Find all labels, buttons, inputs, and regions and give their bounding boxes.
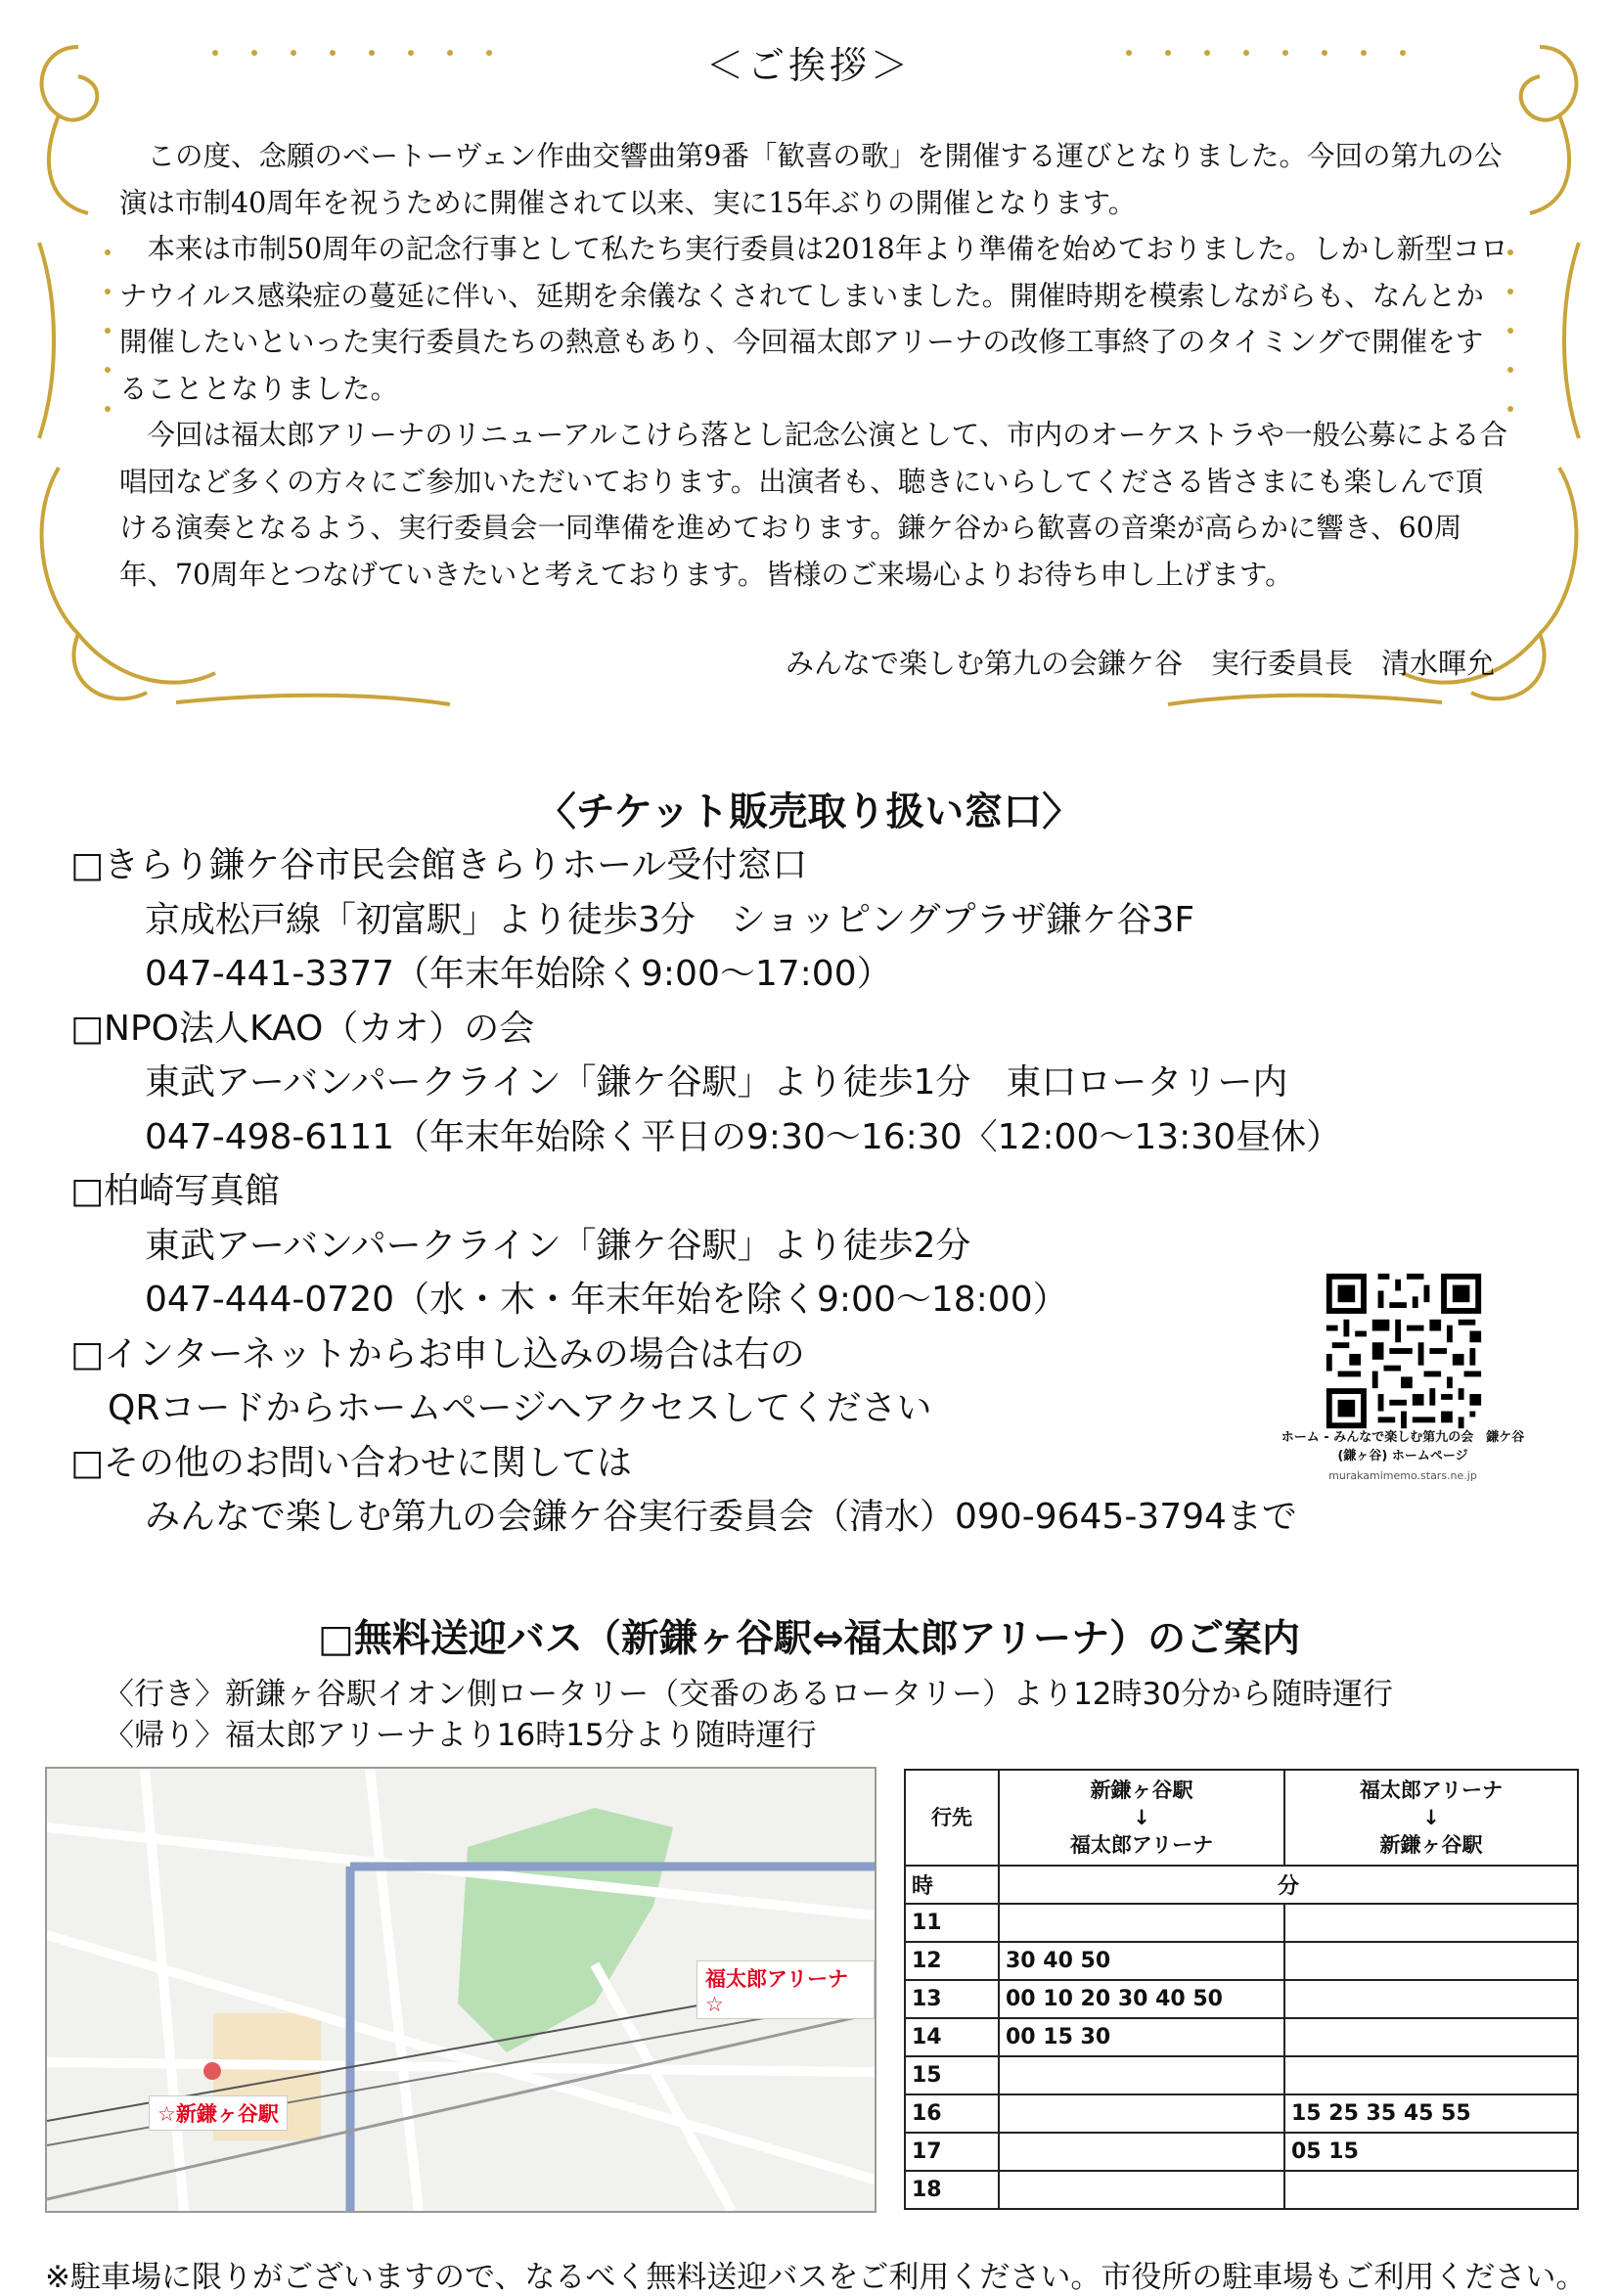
return-minutes [1284, 2018, 1578, 2056]
bus-section-title: □無料送迎バス（新鎌ヶ谷駅⇔福太郎アリーナ）のご案内 [318, 1617, 1300, 1661]
timetable-row [905, 1980, 1578, 2018]
outlet-phone: 047-498-6111（年末年始除く平日の9:30～16:30〈12:00～13:30昼休） [145, 1116, 1342, 1157]
hour-cell: 15 [905, 2056, 999, 2094]
greeting-signature: みんなで楽しむ第九の会鎌ケ谷 実行委員長 清水暉允 [785, 647, 1495, 680]
route-from: 新鎌ヶ谷駅 [1090, 1778, 1193, 1802]
outbound-minutes [999, 2094, 1284, 2133]
outlet-phone: 047-444-0720（水・木・年末年始を除く9:00～18:00） [145, 1280, 1068, 1320]
hour-cell: 14 [905, 2018, 999, 2056]
timetable-row [905, 2094, 1578, 2133]
hour-label: 時 [905, 1866, 999, 1904]
outbound-minutes: 00 10 20 30 40 50 [999, 1980, 1284, 2018]
return-minutes: 05 15 [1284, 2133, 1578, 2171]
qr-caption-line: (鎌ヶ谷) ホームページ [1337, 1449, 1468, 1463]
hour-cell: 18 [905, 2171, 999, 2209]
route-to: 福太郎アリーナ [1069, 1833, 1214, 1857]
timetable-row [905, 1942, 1578, 1980]
greeting-paragraph: この度、念願のベートーヴェン作曲交響曲第9番「歓喜の歌」を開催する運びとなりました。今回の第九の公演は市制40周年を祝うために開催されて以来、実に15年ぶりの開催となります。 [119, 140, 1503, 219]
return-minutes: 15 25 35 45 55 [1284, 2094, 1578, 2133]
access-map [45, 1767, 876, 2213]
outlet-access: 東武アーバンパークライン「鎌ケ谷駅」より徒歩1分 東口ロータリー内 [145, 1062, 1288, 1103]
hour-cell: 13 [905, 1980, 999, 2018]
dest-label: 行先 [905, 1770, 999, 1866]
route-to: 新鎌ヶ谷駅 [1379, 1833, 1483, 1857]
hour-cell: 17 [905, 2133, 999, 2171]
greeting-title: ＜ご挨拶＞ [705, 44, 912, 87]
station-label: ☆新鎌ヶ谷駅 [149, 2095, 288, 2131]
outbound-minutes [999, 2171, 1284, 2209]
qr-caption [1256, 1428, 1550, 1465]
hour-cell: 11 [905, 1904, 999, 1942]
route-outbound-header [999, 1770, 1284, 1866]
bus-return-info: 〈帰り〉福太郎アリーナより16時15分より随時運行 [104, 1718, 817, 1753]
outbound-minutes [999, 2133, 1284, 2171]
return-minutes [1284, 2056, 1578, 2094]
timetable-units-row [905, 1866, 1578, 1904]
parking-note: ※駐車場に限りがございますので、なるべく無料送迎バスをご利用ください。市役所の駐車場もご利用ください。 [45, 2260, 1587, 2295]
route-arrow: ↓ [1133, 1806, 1150, 1829]
greeting-paragraph: 本来は市制50周年の記念行事として私たち実行委員は2018年より準備を始めておりました。しかし新型コロナウイルス感染症の蔓延に伴い、延期を余儀なくされてしまいました。開催時期を模索しながらも、なんとか開催したいといった実行委員たちの熱意もあり、今回福太郎アリーナの改修工事終了のタイミングで開催をすることとなりました。 [119, 233, 1508, 405]
inquiry-contact: みんなで楽しむ第九の会鎌ケ谷実行委員会（清水）090-9645-3794まで [145, 1497, 1297, 1537]
outlet-access: 東武アーバンパークライン「鎌ケ谷駅」より徒歩2分 [145, 1225, 971, 1266]
greeting-body [119, 133, 1508, 598]
route-from: 福太郎アリーナ [1359, 1778, 1504, 1802]
outbound-minutes [999, 1904, 1284, 1942]
outlet-access: 京成松戸線「初富駅」より徒歩3分 ショッピングプラザ鎌ケ谷3F [145, 899, 1195, 940]
outbound-minutes: 00 15 30 [999, 2018, 1284, 2056]
hour-cell: 16 [905, 2094, 999, 2133]
outbound-minutes: 30 40 50 [999, 1942, 1284, 1980]
route-return-header [1284, 1770, 1578, 1866]
return-minutes [1284, 1980, 1578, 2018]
hour-cell: 12 [905, 1942, 999, 1980]
internet-order-text: □インターネットからお申し込みの場合は右の [70, 1333, 805, 1374]
minute-label: 分 [999, 1866, 1578, 1904]
timetable-row [905, 2018, 1578, 2056]
inquiry-text: □その他のお問い合わせに関しては [70, 1442, 633, 1483]
greeting-paragraph: 今回は福太郎アリーナのリニューアルこけら落とし記念公演として、市内のオーケストラや一般公募による合唱団など多くの方々にご参加いただいております。出演者も、聴きにいらしてくださる皆さまにも楽しんで頂ける演奏となるよう、実行委員会一同準備を進めております。鎌ケ谷から歓喜の音楽が高らかに響き、60周年、70周年とつなげていきたいと考えております。皆様のご来場心よりお待ち申し上げます。 [119, 419, 1508, 591]
arena-label: 福太郎アリーナ☆ [697, 1960, 875, 2019]
outbound-minutes [999, 2056, 1284, 2094]
outlet-name: □きらり鎌ケ谷市民会館きらりホール受付窓口 [70, 845, 808, 885]
bus-outbound-info: 〈行き〉新鎌ヶ谷駅イオン側ロータリー（交番のあるロータリー）より12時30分から随時運行 [104, 1677, 1393, 1712]
ticket-section-title: 〈チケット販売取り扱い窓口〉 [536, 789, 1082, 834]
outlet-name: □柏崎写真館 [70, 1171, 281, 1211]
timetable-row [905, 2056, 1578, 2094]
timetable-row [905, 2133, 1578, 2171]
outlet-name: □NPO法人KAO（カオ）の会 [70, 1008, 535, 1049]
route-arrow: ↓ [1422, 1806, 1440, 1829]
qr-code[interactable] [1321, 1268, 1487, 1434]
timetable-header-row [905, 1770, 1578, 1866]
qr-caption-line: ホーム - みんなで楽しむ第九の会 鎌ケ谷 [1281, 1430, 1525, 1445]
return-minutes [1284, 1942, 1578, 1980]
bus-timetable [904, 1769, 1579, 2210]
qr-url[interactable]: murakamimemo.stars.ne.jp [1328, 1469, 1477, 1482]
outlet-phone: 047-441-3377（年末年始除く9:00～17:00） [145, 954, 892, 994]
return-minutes [1284, 2171, 1578, 2209]
return-minutes [1284, 1904, 1578, 1942]
timetable-row [905, 1904, 1578, 1942]
timetable-row [905, 2171, 1578, 2209]
internet-order-text: QRコードからホームページへアクセスしてください [108, 1388, 932, 1428]
